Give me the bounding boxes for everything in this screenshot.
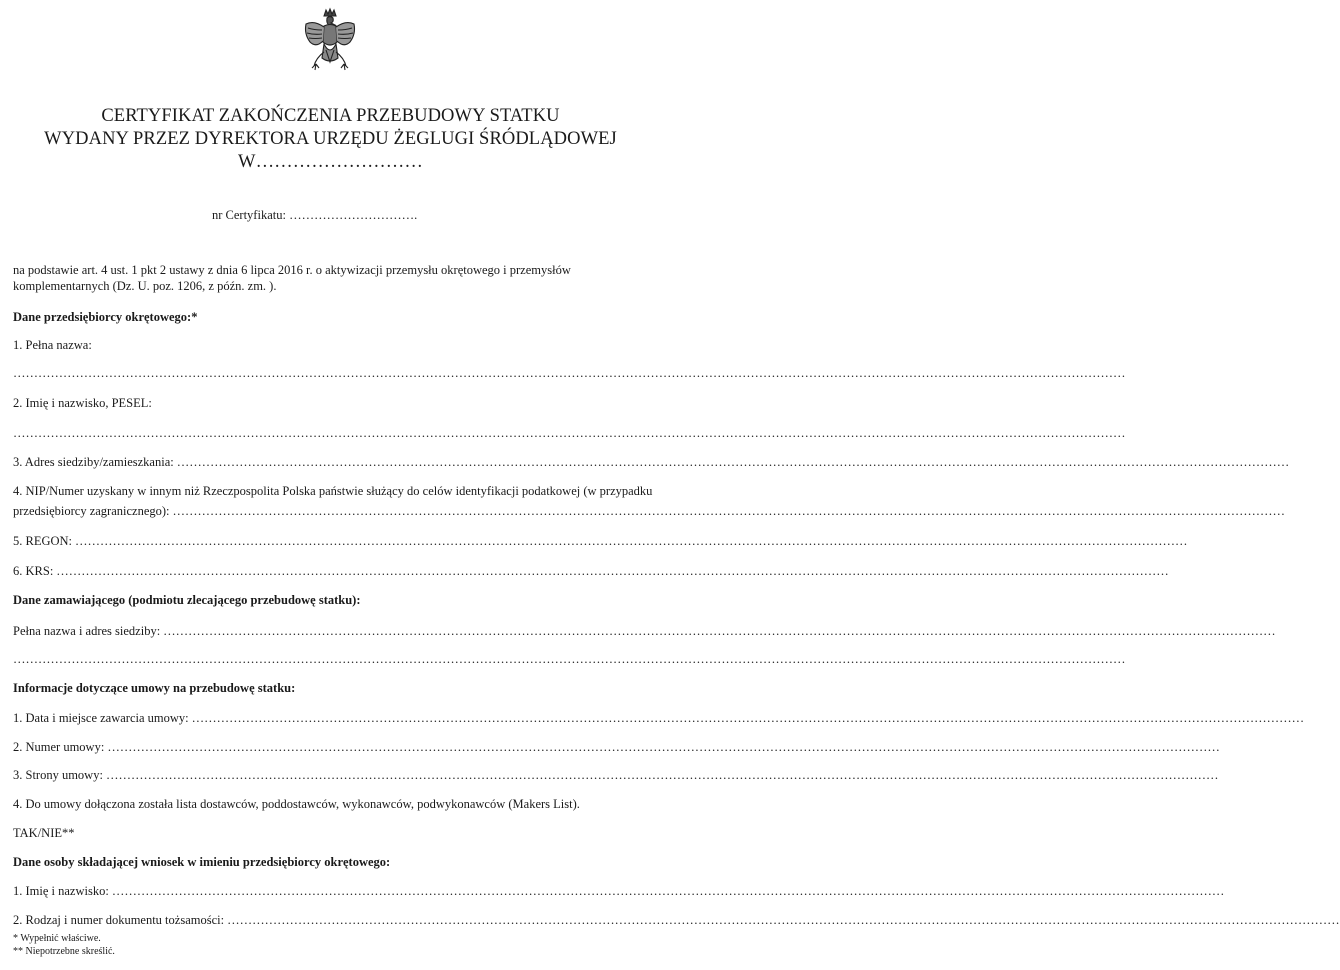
orderer-heading: Dane zamawiającego (podmiotu zlecającego przebudowę statku): <box>13 593 361 607</box>
applicant-name-field[interactable] <box>13 884 1225 898</box>
full-name-field[interactable]: …………………………………………………………………………………………………………………………………………………………………………………………………………………………………………… <box>13 366 1126 380</box>
orderer-name-dots[interactable]: …………………………………………………………………………………………………………………………………………………………………………………………………………………………………………… <box>163 624 1276 638</box>
address-field[interactable] <box>13 455 1290 469</box>
applicant-document-field[interactable] <box>13 913 1340 927</box>
nip-line-1: 4. NIP/Numer uzyskany w innym niż Rzeczpospolita Polska państwie służący do celów identyfikacji podatkowej (w przypadku <box>13 484 653 498</box>
title-line-1: CERTYFIKAT ZAKOŃCZENIA PRZEBUDOWY STATKU <box>101 106 560 126</box>
contract-number-label: 2. Numer umowy: <box>13 740 105 754</box>
orderer-name-field-2[interactable]: …………………………………………………………………………………………………………………………………………………………………………………………………………………………………………… <box>13 652 1126 666</box>
address-label: 3. Adres siedziby/zamieszkania: <box>13 455 174 469</box>
address-dots[interactable]: …………………………………………………………………………………………………………………………………………………………………………………………………………………………………………… <box>176 455 1290 469</box>
contract-heading: Informacje dotyczące umowy na przebudowę statku: <box>13 681 296 695</box>
regon-field[interactable] <box>13 534 1188 548</box>
makers-list-statement: 4. Do umowy dołączona została lista dostawców, poddostawców, wykonawców, podwykonawców (Makers List). <box>13 797 580 811</box>
orderer-name-field[interactable] <box>13 624 1276 638</box>
certificate-number[interactable]: nr Certyfikatu: …………………………. <box>212 208 418 222</box>
polish-eagle-emblem <box>302 8 358 76</box>
title-line-3: W……………………… <box>238 152 423 172</box>
footnote-2: ** Niepotrzebne skreślić. <box>13 946 115 957</box>
contract-date-dots[interactable]: …………………………………………………………………………………………………………………………………………………………………………………………………………………………………………… <box>191 711 1305 725</box>
nip-dots[interactable]: …………………………………………………………………………………………………………………………………………………………………………………………………………………………………………… <box>172 504 1286 518</box>
name-pesel-label: 2. Imię i nazwisko, PESEL: <box>13 396 152 410</box>
krs-dots[interactable]: …………………………………………………………………………………………………………………………………………………………………………………………………………………………………………… <box>56 564 1169 578</box>
legal-basis-line-1: na podstawie art. 4 ust. 1 pkt 2 ustawy z dnia 6 lipca 2016 r. o aktywizacji przemysłu okrętowego i przemysłów <box>13 263 571 277</box>
orderer-name-label: Pełna nazwa i adres siedziby: <box>13 624 161 638</box>
title-line-2: WYDANY PRZEZ DYREKTORA URZĘDU ŻEGLUGI ŚRÓDLĄDOWEJ <box>44 129 617 149</box>
krs-field[interactable] <box>13 564 1169 578</box>
name-pesel-field[interactable]: …………………………………………………………………………………………………………………………………………………………………………………………………………………………………………… <box>13 426 1126 440</box>
nip-field[interactable] <box>13 504 1286 518</box>
contract-parties-field[interactable] <box>13 768 1219 782</box>
full-name-label: 1. Pełna nazwa: <box>13 338 92 352</box>
applicant-name-label: 1. Imię i nazwisko: <box>13 884 109 898</box>
applicant-document-dots[interactable]: …………………………………………………………………………………………………………………………………………………………………………………………………………………………………………… <box>227 913 1340 927</box>
regon-label: 5. REGON: <box>13 534 73 548</box>
applicant-document-label: 2. Rodzaj i numer dokumentu tożsamości: <box>13 913 225 927</box>
applicant-heading: Dane osoby składającej wniosek w imieniu przedsiębiorcy okrętowego: <box>13 855 391 869</box>
yes-no-option[interactable]: TAK/NIE** <box>13 826 75 840</box>
entrepreneur-heading: Dane przedsiębiorcy okrętowego:* <box>13 310 198 324</box>
applicant-name-dots[interactable]: …………………………………………………………………………………………………………………………………………………………………………………………………………………………………………… <box>111 884 1225 898</box>
footnote-1: * Wypełnić właściwe. <box>13 933 101 944</box>
contract-number-dots[interactable]: …………………………………………………………………………………………………………………………………………………………………………………………………………………………………………… <box>107 740 1220 754</box>
contract-date-label: 1. Data i miejsce zawarcia umowy: <box>13 711 189 725</box>
contract-parties-label: 3. Strony umowy: <box>13 768 103 782</box>
contract-number-field[interactable] <box>13 740 1220 754</box>
contract-parties-dots[interactable]: …………………………………………………………………………………………………………………………………………………………………………………………………………………………………………… <box>105 768 1219 782</box>
regon-dots[interactable]: …………………………………………………………………………………………………………………………………………………………………………………………………………………………………………… <box>75 534 1188 548</box>
nip-label: przedsiębiorcy zagranicznego): <box>13 504 170 518</box>
contract-date-field[interactable] <box>13 711 1305 725</box>
krs-label: 6. KRS: <box>13 564 54 578</box>
legal-basis-line-2: komplementarnych (Dz. U. poz. 1206, z późn. zm. ). <box>13 279 277 293</box>
